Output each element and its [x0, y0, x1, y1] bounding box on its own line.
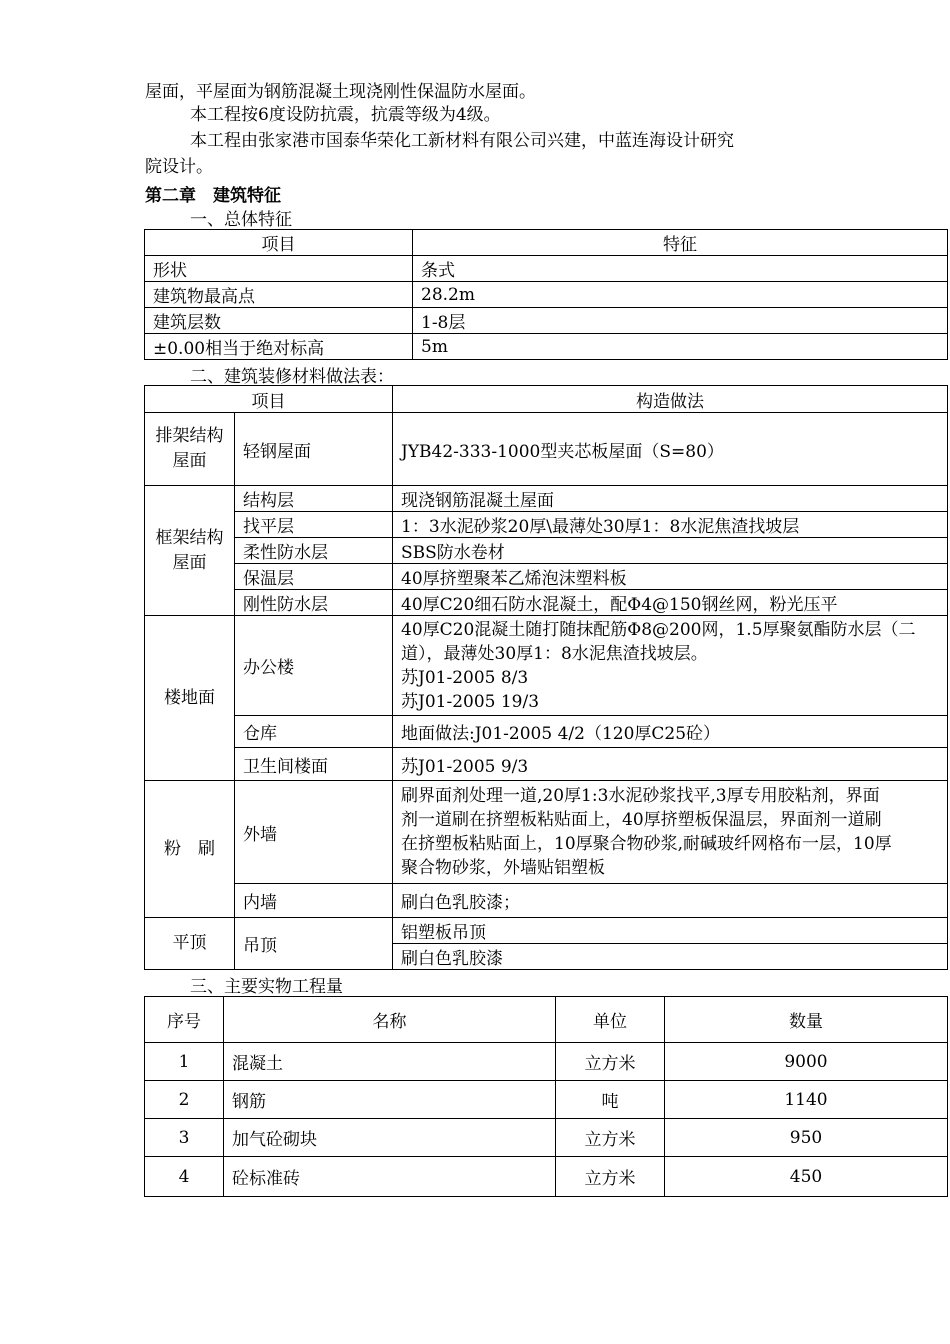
- item-suspended-ceiling: 吊顶: [235, 918, 393, 970]
- table-row: [145, 1081, 948, 1119]
- method-line: 聚合物砂浆，外墙贴铝塑板: [401, 858, 605, 878]
- table-row: [145, 1119, 948, 1157]
- item-cell: 找平层: [235, 512, 393, 538]
- cell-value: 5m: [413, 334, 948, 360]
- item-cell: 结构层: [235, 486, 393, 512]
- method-cell: SBS防水卷材: [393, 538, 948, 564]
- table-row: [145, 413, 948, 486]
- item-light-steel-roof: 轻钢屋面: [235, 413, 393, 486]
- header-item: 项目: [145, 230, 413, 256]
- table-row: [145, 334, 948, 360]
- item-office: 办公楼: [235, 616, 393, 716]
- cell-quantity: 1140: [665, 1081, 948, 1119]
- method-cell: 1：3水泥砂浆20厚\最薄处30厚1：8水泥焦渣找坡层: [393, 512, 948, 538]
- table-row: [145, 564, 948, 590]
- intro-line-2: 本工程按6度设防抗震，抗震等级为4级。: [190, 105, 501, 125]
- table-row: [145, 748, 948, 781]
- cell-index: 1: [145, 1043, 224, 1081]
- table-row: [145, 256, 948, 282]
- category-roof-frame: 排架结构屋面: [145, 413, 235, 486]
- item-exterior-wall: 外墙: [235, 781, 393, 884]
- item-cell: 刚性防水层: [235, 590, 393, 616]
- method-cell: JYB42-333-1000型夹芯板屋面（S=80）: [393, 413, 948, 486]
- method-cell: 现浇钢筋混凝土屋面: [393, 486, 948, 512]
- item-interior-wall: 内墙: [235, 884, 393, 918]
- cell-unit: 立方米: [556, 1043, 665, 1081]
- method-warehouse: 地面做法:J01-2005 4/2（120厚C25砼）: [393, 716, 948, 748]
- table-row: [145, 1043, 948, 1081]
- table-header-row: [145, 386, 948, 413]
- intro-line-4: 院设计。: [145, 157, 213, 177]
- table-row: [145, 616, 948, 716]
- method-cell: 铝塑板吊顶: [393, 918, 948, 944]
- cell-name: 混凝土: [224, 1043, 556, 1081]
- table-row: [145, 282, 948, 308]
- method-cell: 40厚挤塑聚苯乙烯泡沫塑料板: [393, 564, 948, 590]
- method-line: 苏J01-2005 19/3: [401, 691, 540, 712]
- method-line: 剂一道刷在挤塑板粘贴面上，40厚挤塑板保温层，界面剂一道刷: [401, 810, 882, 830]
- item-cell: 柔性防水层: [235, 538, 393, 564]
- method-toilet-floor: 苏J01-2005 9/3: [393, 748, 948, 781]
- table-row: [145, 918, 948, 944]
- item-cell: 保温层: [235, 564, 393, 590]
- cell-index: 4: [145, 1157, 224, 1197]
- intro-line-1: 屋面，平屋面为钢筋混凝土现浇刚性保温防水屋面。: [145, 82, 536, 102]
- cell-unit: 立方米: [556, 1157, 665, 1197]
- category-plaster: 粉 刷: [145, 781, 235, 918]
- method-line: 在挤塑板粘贴面上，10厚聚合物砂浆,耐碱玻纤网格布一层，10厚: [401, 834, 892, 854]
- cell-unit: 吨: [556, 1081, 665, 1119]
- cell-quantity: 950: [665, 1119, 948, 1157]
- cell-name: 加气砼砌块: [224, 1119, 556, 1157]
- header-unit: 单位: [556, 997, 665, 1043]
- table-row: [145, 781, 948, 884]
- header-name: 名称: [224, 997, 556, 1043]
- category-roof-concrete: 框架结构屋面: [145, 486, 235, 616]
- method-line: 40厚C20混凝土随打随抹配筋Φ8@200网，1.5厚聚氨酯防水层（二: [401, 619, 916, 640]
- cell-value: 28.2m: [413, 282, 948, 308]
- table-header-row: [145, 230, 948, 256]
- header-quantity: 数量: [665, 997, 948, 1043]
- cell-value: 1-8层: [413, 308, 948, 334]
- method-interior-wall: 刷白色乳胶漆；: [393, 884, 948, 918]
- chapter-title: 第二章 建筑特征: [145, 186, 281, 206]
- method-line: 苏J01-2005 8/3: [401, 667, 529, 688]
- header-method: 构造做法: [393, 386, 948, 413]
- method-cell: 刷白色乳胶漆: [393, 944, 948, 970]
- table-header-row: [145, 997, 948, 1043]
- quantities-table: [144, 996, 948, 1197]
- cell-name: 钢筋: [224, 1081, 556, 1119]
- cell-label: 建筑物最高点: [145, 282, 413, 308]
- cell-label: 建筑层数: [145, 308, 413, 334]
- category-ceiling: 平顶: [145, 918, 235, 970]
- section1-title: 一、总体特征: [190, 210, 292, 230]
- decoration-materials-table: [144, 385, 948, 970]
- table-row: [145, 308, 948, 334]
- header-item: 项目: [145, 386, 393, 413]
- table-row: [145, 512, 948, 538]
- method-line: 道），最薄处30厚1：8水泥焦渣找坡层。: [401, 643, 708, 664]
- cell-unit: 立方米: [556, 1119, 665, 1157]
- item-toilet-floor: 卫生间楼面: [235, 748, 393, 781]
- table-row: [145, 486, 948, 512]
- item-warehouse: 仓库: [235, 716, 393, 748]
- section3-title: 三、主要实物工程量: [190, 977, 343, 997]
- intro-line-3: 本工程由张家港市国泰华荣化工新材料有限公司兴建，中蓝连海设计研究: [190, 131, 734, 151]
- cell-name: 砼标准砖: [224, 1157, 556, 1197]
- header-index: 序号: [145, 997, 224, 1043]
- method-cell: 40厚C20细石防水混凝土，配Φ4@150钢丝网，粉光压平: [393, 590, 948, 616]
- table-row: [145, 538, 948, 564]
- table-row: [145, 884, 948, 918]
- table-row: [145, 1157, 948, 1197]
- table-row: [145, 716, 948, 748]
- cell-quantity: 450: [665, 1157, 948, 1197]
- method-office: [393, 616, 948, 716]
- cell-label: 形状: [145, 256, 413, 282]
- category-floor: 楼地面: [145, 616, 235, 781]
- header-feature: 特征: [413, 230, 948, 256]
- overall-features-table: [144, 229, 948, 360]
- method-line: 刷界面剂处理一道,20厚1:3水泥砂浆找平,3厚专用胶粘剂，界面: [401, 786, 880, 806]
- method-exterior-wall: [393, 781, 948, 884]
- table-row: [145, 590, 948, 616]
- section2-title: 二、建筑装修材料做法表：: [190, 367, 394, 387]
- cell-quantity: 9000: [665, 1043, 948, 1081]
- cell-index: 3: [145, 1119, 224, 1157]
- cell-index: 2: [145, 1081, 224, 1119]
- cell-label: ±0.00相当于绝对标高: [145, 334, 413, 360]
- cell-value: 条式: [413, 256, 948, 282]
